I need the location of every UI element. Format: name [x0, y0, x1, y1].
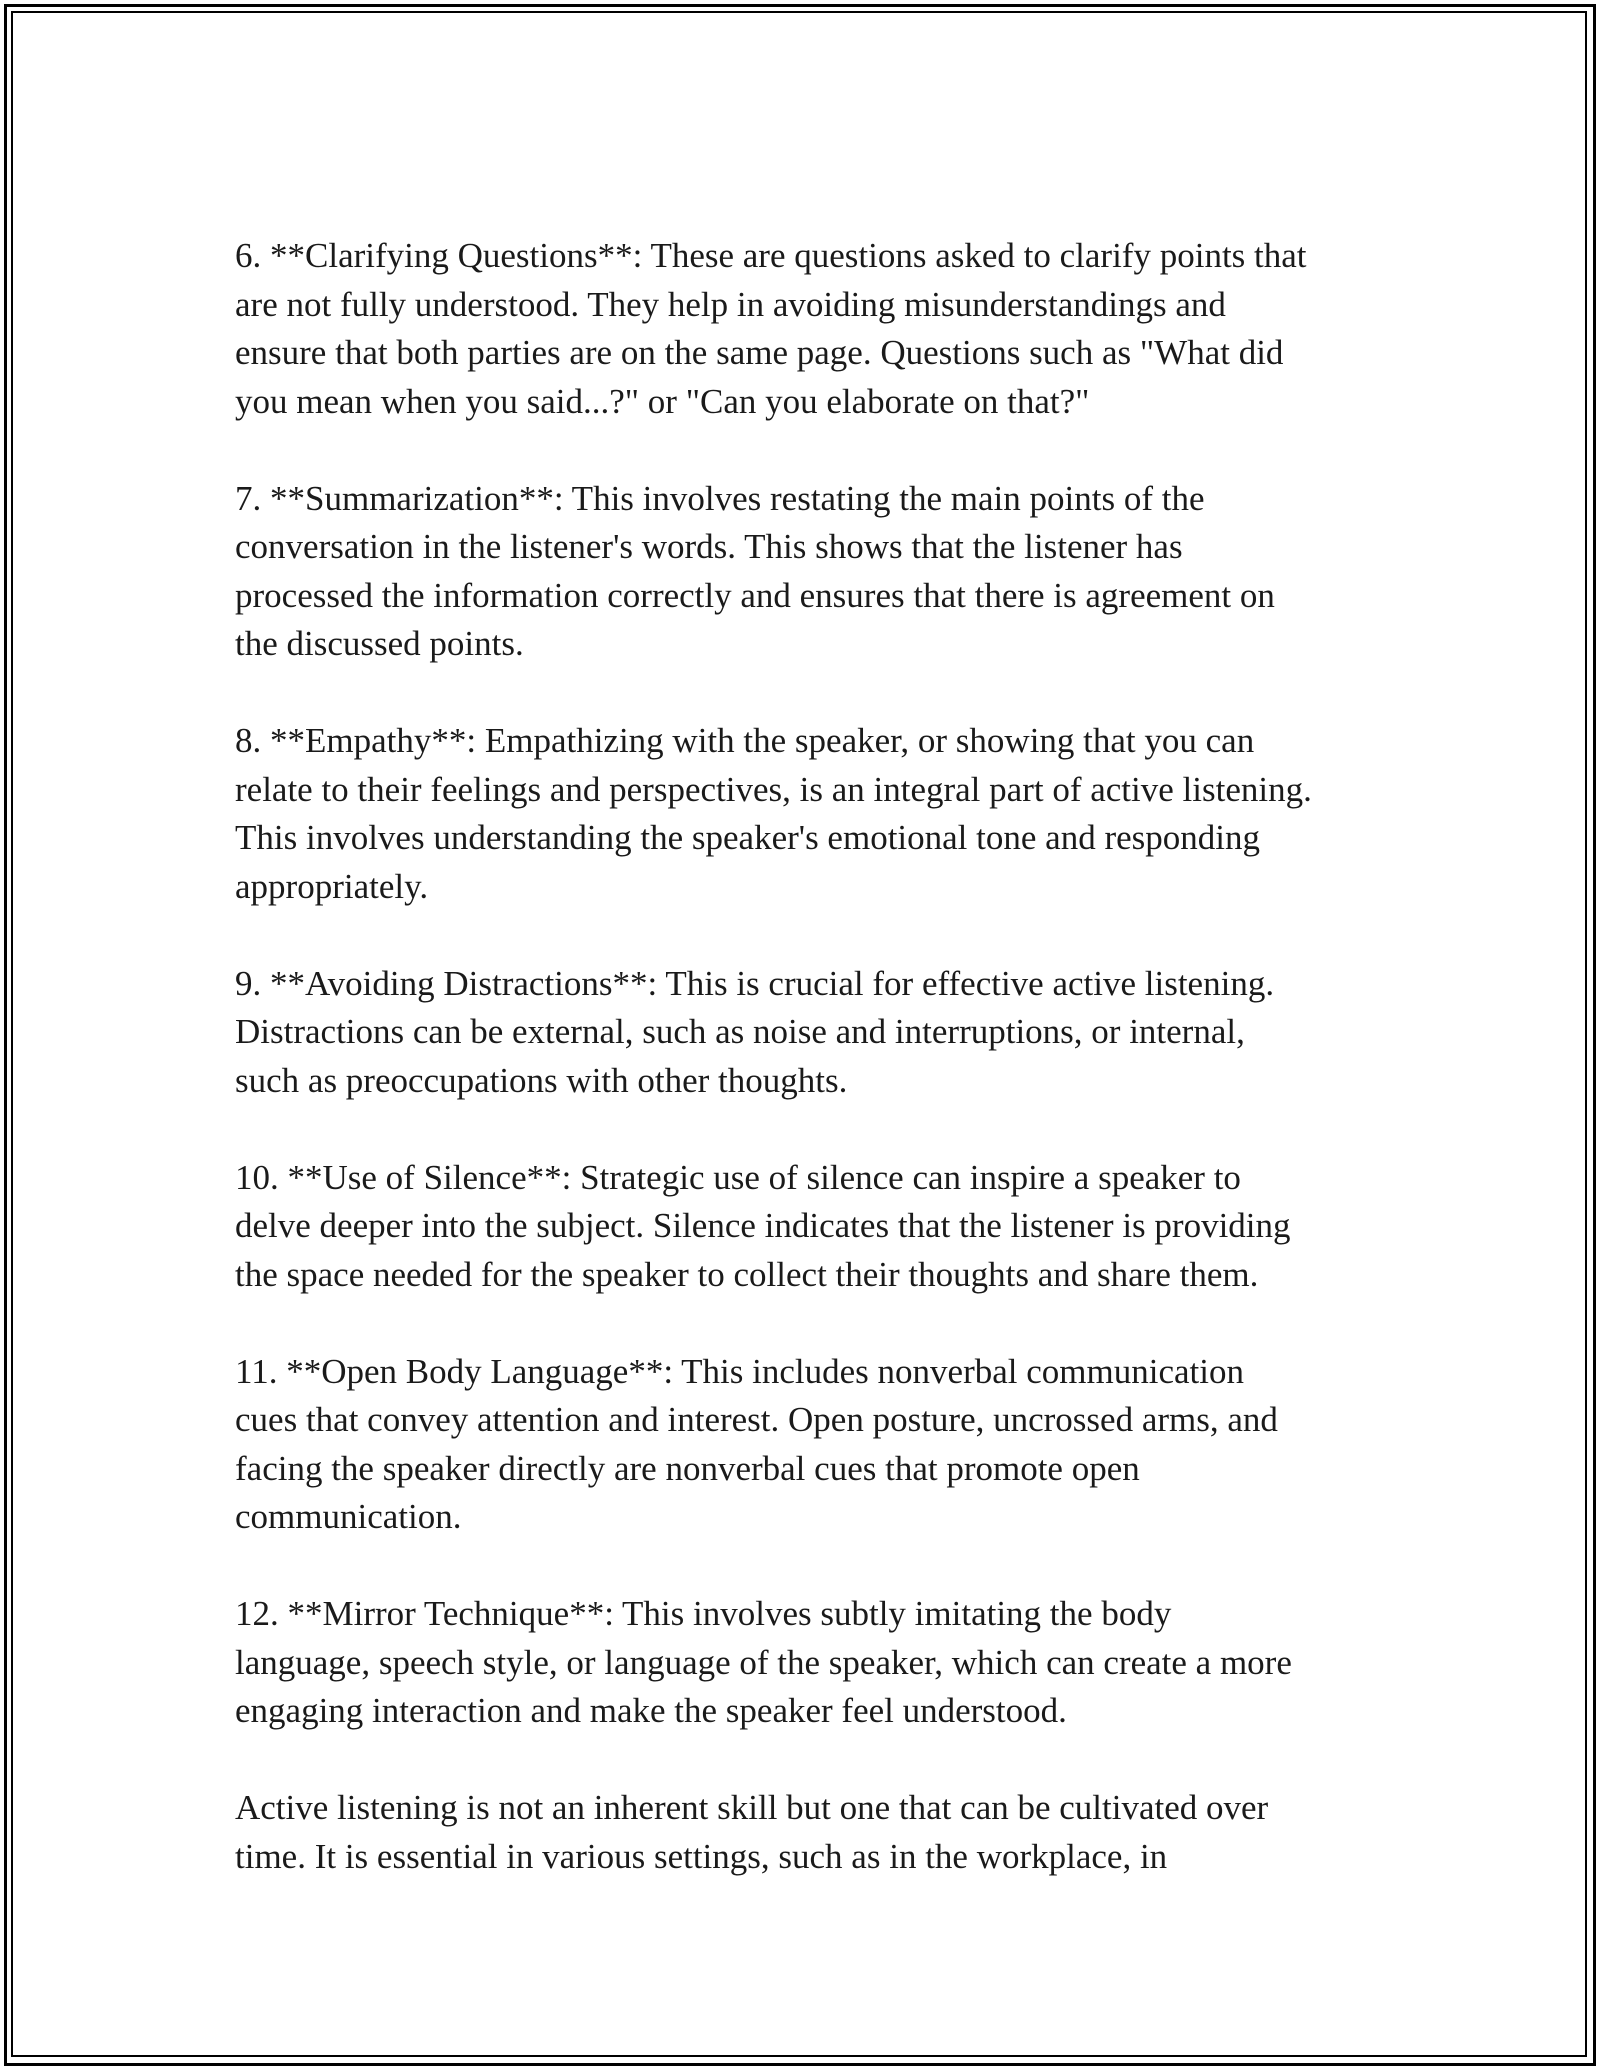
- paragraph-avoiding-distractions: 9. **Avoiding Distractions**: This is crucial for effective active listening. Distractions can be external, such as noise and interruptions, or internal, such as preoccupations with other thoughts.: [235, 963, 1275, 1100]
- paragraph-active-listening-conclusion: Active listening is not an inherent skill but one that can be cultivated over time. It is essential in various settings, such as in the workplace, in: [235, 1788, 1269, 1876]
- paragraph-mirror-technique: 12. **Mirror Technique**: This involves subtly imitating the body language, speech style, or language of the speaker, which can create a more engaging interaction and make the speaker feel understood.: [235, 1594, 1292, 1730]
- paragraph-use-of-silence: 10. **Use of Silence**: Strategic use of silence can inspire a speaker to delve deeper into the subject. Silence indicates that the listener is providing the space needed for the speaker to collect their thoughts and share them.: [235, 1157, 1291, 1294]
- paragraph-open-body-language: 11. **Open Body Language**: This includes nonverbal communication cues that convey attention and interest. Open posture, uncrossed arms, and facing the speaker directly are nonverbal cues that promote open communication.: [235, 1351, 1278, 1536]
- document-body: [235, 232, 1375, 1930]
- paragraph-clarifying-questions: 6. **Clarifying Questions**: These are questions asked to clarify points that are not fully understood. They help in avoiding misunderstandings and ensure that both parties are on the same page. Questions such as "What did you mean when you said...?" or "Can you elaborate on that?": [235, 236, 1307, 421]
- paragraph-summarization: 7. **Summarization**: This involves restating the main points of the conversation in the listener's words. This shows that the listener has processed the information correctly and ensures that there is agreement on the discussed points.: [235, 478, 1275, 663]
- paragraph-empathy: 8. **Empathy**: Empathizing with the speaker, or showing that you can relate to their feelings and perspectives, is an integral part of active listening. This involves understanding the speaker's emotional tone and responding appropriately.: [235, 721, 1312, 906]
